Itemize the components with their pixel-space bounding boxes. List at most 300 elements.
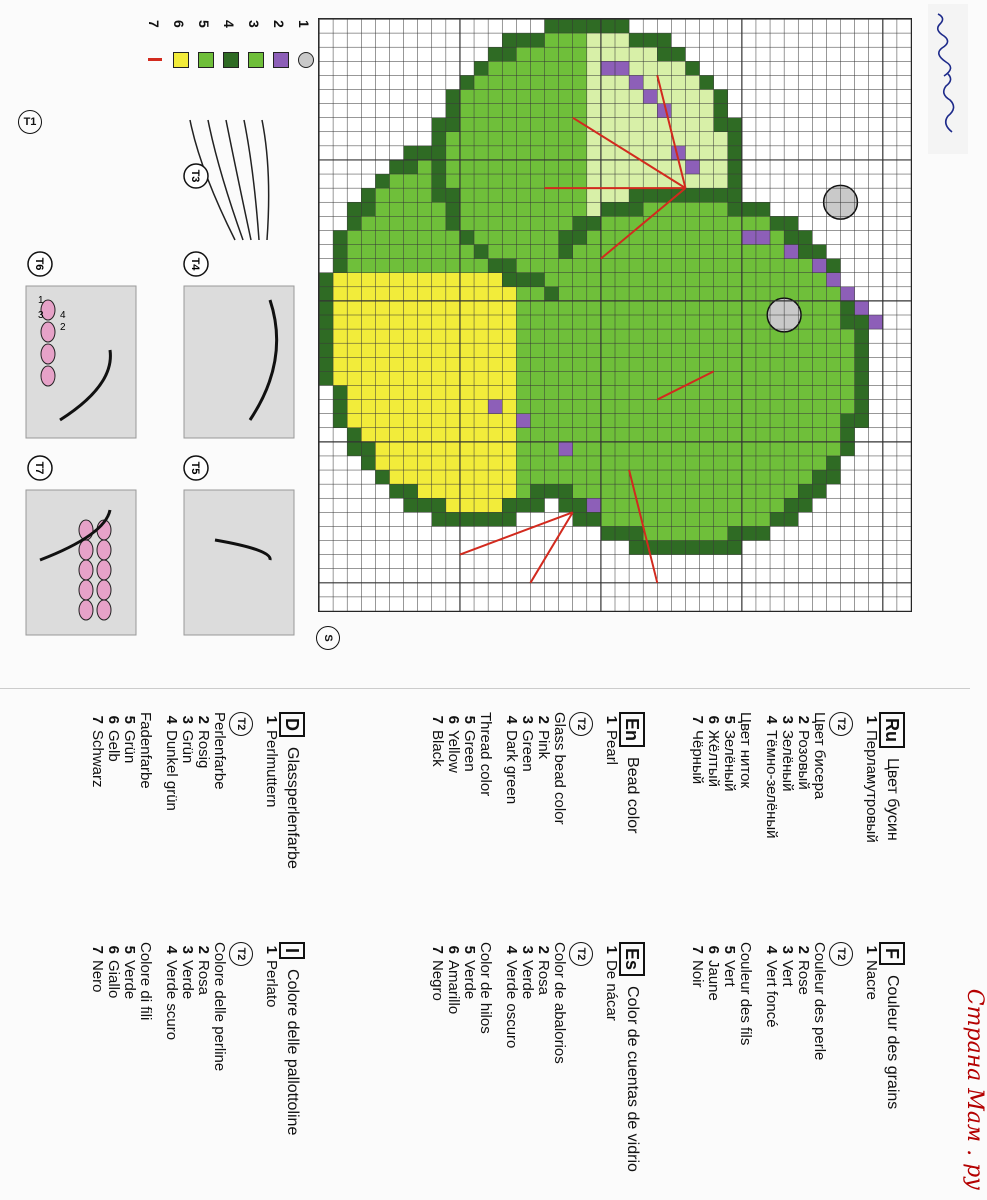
bead-cell: [460, 132, 474, 146]
legend-technique-row: [577, 712, 593, 834]
bead-cell: [474, 230, 488, 244]
bead-cell: [432, 132, 446, 146]
bead-cell: [714, 287, 728, 301]
bead-cell: [375, 400, 389, 414]
bead-cell: [601, 498, 615, 512]
bead-cell: [460, 343, 474, 357]
bead-cell: [516, 273, 530, 287]
bead-cell: [333, 414, 347, 428]
legend-header: [879, 942, 905, 1109]
bead-cell: [474, 75, 488, 89]
bead-cell: [474, 118, 488, 132]
bead-cell: [685, 174, 699, 188]
bead-cell: [756, 526, 770, 540]
bead-cell: [841, 329, 855, 343]
bead-cell: [432, 371, 446, 385]
bead-cell: [474, 273, 488, 287]
bead-cell: [389, 357, 403, 371]
bead-cell: [629, 442, 643, 456]
bead-cell: [418, 315, 432, 329]
bead-cell: [474, 329, 488, 343]
bead-cell: [502, 230, 516, 244]
bead-cell: [742, 301, 756, 315]
bead-cell: [798, 287, 812, 301]
legend-subtitle: Thread color: [477, 712, 494, 797]
bead-cell: [474, 428, 488, 442]
bead-cell: [601, 216, 615, 230]
bead-cell: [657, 484, 671, 498]
bead-cell: [502, 456, 516, 470]
bead-cell: [770, 245, 784, 259]
technique-tag-text: T4: [189, 257, 201, 271]
bead-cell: [573, 202, 587, 216]
bead-cell: [516, 343, 530, 357]
bead-cell: [685, 456, 699, 470]
legend-item: [863, 942, 879, 1109]
bead-cell: [573, 104, 587, 118]
bead-cell: [573, 273, 587, 287]
bead-cell: [545, 456, 559, 470]
bead-cell: [587, 400, 601, 414]
bead-cell: [587, 160, 601, 174]
bead-cell: [714, 202, 728, 216]
legend-item: [705, 712, 721, 843]
bead-cell: [418, 343, 432, 357]
bead-cell: [559, 174, 573, 188]
bead-cell: [657, 414, 671, 428]
legend-item: [721, 942, 737, 1109]
bead-cell: [432, 315, 446, 329]
bead-cell: [671, 287, 685, 301]
bead-cell: [418, 174, 432, 188]
bead-cell: [770, 216, 784, 230]
t6-number: 1: [38, 295, 44, 306]
bead-cell: [488, 287, 502, 301]
bead-cell: [559, 33, 573, 47]
bead-cell: [615, 442, 629, 456]
bead-cell: [615, 371, 629, 385]
bead-cell: [685, 329, 699, 343]
legend-item-number: 4: [163, 945, 180, 954]
bead-cell: [587, 19, 601, 33]
bead-cell: [404, 371, 418, 385]
bead-cell: [643, 61, 657, 75]
bead-cell: [671, 47, 685, 61]
bead-cell: [432, 343, 446, 357]
bead-cell: [474, 414, 488, 428]
bead-cell: [756, 484, 770, 498]
legend-item: [163, 712, 179, 869]
bead-cell: [389, 456, 403, 470]
bead-cell: [347, 329, 361, 343]
bead-cell: [545, 343, 559, 357]
bead-cell: [601, 47, 615, 61]
bead-cell: [728, 188, 742, 202]
bead-cell: [559, 75, 573, 89]
watermark: Страна Мам . ру: [962, 988, 987, 1190]
bead-cell: [545, 371, 559, 385]
bead-cell: [418, 371, 432, 385]
bead-cell: [756, 371, 770, 385]
bead-cell: [559, 61, 573, 75]
bead-cell: [488, 371, 502, 385]
bead-cell: [361, 371, 375, 385]
bead-cell: [530, 47, 544, 61]
bead-cell-pink: [742, 230, 756, 244]
grid-label-circle: S: [316, 626, 340, 650]
bead-cell: [460, 498, 474, 512]
legend-technique-row: [837, 942, 853, 1109]
legend-item-number: 6: [105, 945, 122, 954]
technique-panel: [184, 286, 294, 438]
bead-cell: [643, 357, 657, 371]
bead-cell: [784, 343, 798, 357]
bead-cell: [784, 512, 798, 526]
bead-cell: [545, 118, 559, 132]
bead-cell: [446, 400, 460, 414]
bead-cell: [714, 498, 728, 512]
bead-cell: [347, 414, 361, 428]
bead-cell: [319, 315, 333, 329]
bead-cell: [573, 329, 587, 343]
bead-cell: [643, 188, 657, 202]
bead-cell: [516, 61, 530, 75]
bead-cell: [714, 343, 728, 357]
key-row-number: 5: [196, 20, 212, 28]
bead-cell: [530, 104, 544, 118]
bead-cell: [389, 259, 403, 273]
bead-cell: [488, 343, 502, 357]
bead-cell: [700, 75, 714, 89]
bead-cell: [502, 216, 516, 230]
bead-cell: [784, 371, 798, 385]
bead-cell: [333, 230, 347, 244]
bead-cell: [446, 357, 460, 371]
bead-cell: [502, 414, 516, 428]
bead-cell: [770, 498, 784, 512]
bead-cell: [700, 146, 714, 160]
bead-cell: [798, 245, 812, 259]
bead-cell: [742, 315, 756, 329]
bead-cell: [418, 259, 432, 273]
bead-cell-pink: [784, 245, 798, 259]
bead-cell: [671, 484, 685, 498]
bead-cell: [488, 329, 502, 343]
bead-cell: [319, 343, 333, 357]
legend-title: Цвет бусин: [884, 758, 901, 841]
bead-cell: [728, 512, 742, 526]
bead-cell: [629, 245, 643, 259]
bead-cell: [516, 146, 530, 160]
bead-cell: [319, 357, 333, 371]
bead-cell: [530, 428, 544, 442]
bead-cell: [446, 301, 460, 315]
bead-cell: [404, 315, 418, 329]
bead-cell: [573, 301, 587, 315]
bead-cell: [826, 287, 840, 301]
bead-cell: [615, 315, 629, 329]
bead-cell: [432, 484, 446, 498]
bead-cell: [587, 357, 601, 371]
bead-cell: [530, 132, 544, 146]
bead-cell: [841, 414, 855, 428]
bead-cell: [770, 259, 784, 273]
bead-cell: [502, 498, 516, 512]
bead-cell: [798, 371, 812, 385]
bead-cell: [685, 104, 699, 118]
legend-item-text: Perlato: [263, 960, 280, 1008]
bead-cell: [502, 47, 516, 61]
bead-cell: [685, 61, 699, 75]
bead-cell: [587, 61, 601, 75]
bead-cell: [784, 442, 798, 456]
legend-item-text: Rose: [795, 960, 812, 996]
bead-cell: [545, 287, 559, 301]
bead-cell: [784, 484, 798, 498]
bead-cell: [855, 414, 869, 428]
bead-cell: [389, 442, 403, 456]
bead-cell: [643, 329, 657, 343]
bead-cell: [700, 132, 714, 146]
bead-cell: [530, 414, 544, 428]
legend-item-text: Verde: [179, 960, 196, 1000]
bead-cell: [685, 385, 699, 399]
bead-cell: [657, 273, 671, 287]
key-row-number: 1: [296, 20, 312, 28]
bead-cell: [375, 273, 389, 287]
bead-cell: [559, 230, 573, 244]
bead-cell: [389, 385, 403, 399]
bead-cell: [559, 259, 573, 273]
bead-cell: [545, 104, 559, 118]
bead-cell: [601, 414, 615, 428]
legend-header: [619, 712, 645, 834]
legend-item-number: 4: [763, 945, 780, 954]
bead-cell: [474, 385, 488, 399]
bead-cell: [657, 400, 671, 414]
bead-cell: [643, 498, 657, 512]
bead-cell: [657, 498, 671, 512]
bead-cell: [812, 287, 826, 301]
bead-cell: [516, 456, 530, 470]
bead-cell: [418, 329, 432, 343]
bead-cell: [812, 456, 826, 470]
bead-cell: [573, 174, 587, 188]
bead-cell: [728, 484, 742, 498]
legend-item-text: Verde scuro: [163, 960, 180, 1041]
bead-cell: [446, 216, 460, 230]
bead-cell: [545, 132, 559, 146]
legend-item-text: Жёлтый: [705, 730, 722, 787]
bead-cell: [446, 160, 460, 174]
bead-cell: [573, 470, 587, 484]
bead-cell: [573, 357, 587, 371]
bead-cell: [545, 33, 559, 47]
legend-item-number: 7: [689, 715, 706, 724]
bead-cell: [728, 385, 742, 399]
bead-cell: [784, 357, 798, 371]
bead-cell: [756, 202, 770, 216]
bead-cell: [502, 329, 516, 343]
bead-cell: [474, 61, 488, 75]
bead-cell: [629, 174, 643, 188]
bead-cell: [347, 442, 361, 456]
bead-cell: [573, 428, 587, 442]
language-code: D: [279, 712, 305, 737]
bead-cell: [446, 104, 460, 118]
bead-cell: [333, 273, 347, 287]
bead-cell: [460, 470, 474, 484]
bead-cell: [685, 301, 699, 315]
bead-cell: [375, 357, 389, 371]
bead-cell-pink: [756, 230, 770, 244]
legend-title: Glassperlenfarbe: [284, 747, 301, 869]
bead-cell: [587, 371, 601, 385]
bead-cell: [432, 245, 446, 259]
bead-cell: [657, 245, 671, 259]
bead-cell: [671, 216, 685, 230]
bead-cell: [728, 428, 742, 442]
bead-cell: [629, 33, 643, 47]
key-row-number: 6: [171, 20, 187, 28]
bead-cell: [629, 104, 643, 118]
bead-cell: [375, 259, 389, 273]
bead-cell: [333, 287, 347, 301]
legend-item: [89, 712, 105, 869]
bead-cell: [559, 371, 573, 385]
legend-subtitle: Couleur des fils: [737, 942, 754, 1046]
bead-cell: [601, 188, 615, 202]
bead-cell: [516, 428, 530, 442]
legend-item-number: 2: [195, 945, 212, 954]
bead-cell: [855, 400, 869, 414]
bead-cell: [601, 329, 615, 343]
legend-technique-row: [237, 942, 253, 1135]
bead-cell: [643, 146, 657, 160]
bead-cell: [657, 301, 671, 315]
bead-oval: [97, 600, 111, 620]
bead-cell: [657, 357, 671, 371]
bead-cell: [460, 104, 474, 118]
bead-cell: [657, 343, 671, 357]
bead-cell: [488, 512, 502, 526]
bead-cell: [559, 188, 573, 202]
bead-cell: [319, 329, 333, 343]
thread-line: [530, 512, 572, 582]
bead-cell: [460, 146, 474, 160]
legend-item: [263, 712, 279, 869]
bead-cell: [756, 216, 770, 230]
legend-subtitle: Fadenfarbe: [137, 712, 154, 789]
bead-cell: [446, 174, 460, 188]
bead-cell: [389, 245, 403, 259]
legend-item: [429, 712, 445, 834]
bead-cell: [474, 202, 488, 216]
bead-cell: [643, 400, 657, 414]
bead-cell: [516, 132, 530, 146]
bead-cell: [629, 188, 643, 202]
bead-cell: [657, 61, 671, 75]
legend-item: [795, 942, 811, 1109]
legend-item: [603, 942, 619, 1172]
bead-cell: [770, 230, 784, 244]
bead-cell: [446, 414, 460, 428]
bead-cell: [615, 287, 629, 301]
bead-cell: [615, 19, 629, 33]
bead-cell: [488, 47, 502, 61]
legend-item: [535, 942, 551, 1172]
bead-cell: [432, 456, 446, 470]
bead-cell: [446, 428, 460, 442]
bead-cell: [460, 230, 474, 244]
legend-item: [603, 712, 619, 834]
legend-item-number: 1: [863, 945, 880, 954]
bead-cell: [629, 456, 643, 470]
bead-cell: [784, 385, 798, 399]
legend-item-text: Verde: [461, 960, 478, 1000]
bead-cell: [446, 273, 460, 287]
bead-cell: [502, 470, 516, 484]
bead-cell: [418, 202, 432, 216]
bead-cell: [446, 385, 460, 399]
bead-cell: [474, 498, 488, 512]
bead-cell: [770, 442, 784, 456]
bead-cell: [488, 245, 502, 259]
legend-en: [429, 712, 645, 834]
technique-tag: [28, 456, 52, 480]
bead-cell: [530, 357, 544, 371]
legend-item-number: 7: [689, 945, 706, 954]
bead-cell: [728, 343, 742, 357]
bead-cell: [629, 329, 643, 343]
bead-cell: [770, 273, 784, 287]
legend-item-text: Schwarz: [89, 730, 106, 788]
bead-cell: [841, 301, 855, 315]
legend-item-text: Rosa: [195, 960, 212, 996]
bead-cell: [573, 287, 587, 301]
bead-cell: [643, 118, 657, 132]
legend-es: [429, 942, 645, 1172]
bead-cell: [361, 456, 375, 470]
bead-cell: [784, 470, 798, 484]
bead-cell: [516, 245, 530, 259]
legend-technique-tag: T2: [569, 712, 593, 736]
bead-cell: [798, 470, 812, 484]
key-row-number: 2: [271, 20, 287, 28]
bead-cell: [587, 188, 601, 202]
bead-cell: [460, 329, 474, 343]
bead-cell: [685, 541, 699, 555]
bead-cell: [770, 428, 784, 442]
bead-cell: [700, 385, 714, 399]
legend-item: [863, 712, 879, 843]
bead-cell: [643, 132, 657, 146]
legend-item: [519, 712, 535, 834]
bead-cell: [375, 329, 389, 343]
bead-cell: [404, 287, 418, 301]
bead-cell: [728, 118, 742, 132]
bead-cell: [601, 526, 615, 540]
legend-item-number: 2: [795, 715, 812, 724]
bead-cell: [742, 428, 756, 442]
bead-cell: [319, 371, 333, 385]
bead-cell: [826, 414, 840, 428]
bead-cell: [545, 89, 559, 103]
bead-cell: [798, 456, 812, 470]
bead-cell-pink: [826, 273, 840, 287]
bead-cell: [798, 329, 812, 343]
legend-item: [519, 942, 535, 1172]
